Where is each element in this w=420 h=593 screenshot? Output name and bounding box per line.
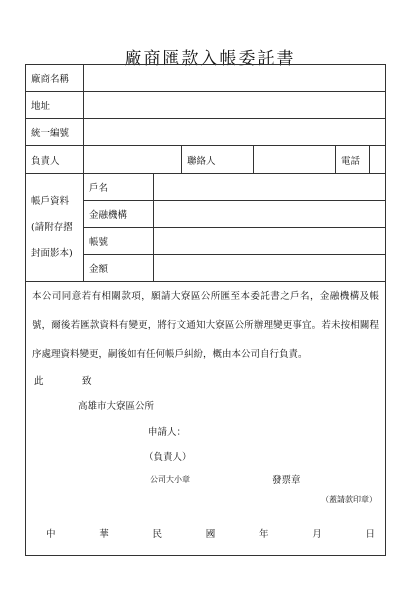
entrustment-form xyxy=(25,64,386,556)
seal-note: （蓋請款印章） xyxy=(321,495,378,504)
representative-paren: （負責人） xyxy=(144,452,192,463)
representative-label: 負責人 xyxy=(26,146,84,174)
date-zhong: 中 xyxy=(46,529,56,540)
address-field[interactable] xyxy=(84,92,386,119)
invoice-seal-label: 發票章 xyxy=(272,475,301,486)
account-label-line: (請附存摺 xyxy=(31,221,73,233)
salutation-zhi: 致 xyxy=(82,376,92,387)
tax-id-field[interactable] xyxy=(84,119,386,146)
account-number-label: 帳號 xyxy=(84,228,154,255)
company-seal-label: 公司大小章 xyxy=(150,475,190,484)
document-title: 廠商匯款入帳委託書 xyxy=(124,49,296,69)
amount-label: 金額 xyxy=(84,255,154,282)
addressee: 高雄市大寮區公所 xyxy=(78,401,155,412)
company-name-field[interactable] xyxy=(84,65,386,92)
bank-field[interactable] xyxy=(154,201,386,228)
phone-label: 電話 xyxy=(336,146,370,174)
account-number-field[interactable] xyxy=(154,228,386,255)
date-day: 日 xyxy=(365,529,376,540)
phone-field[interactable] xyxy=(370,146,386,174)
account-info-label xyxy=(26,174,84,282)
tax-id-label: 統一編號 xyxy=(26,119,84,146)
account-name-label: 戶名 xyxy=(84,174,154,201)
address-label: 地址 xyxy=(26,92,84,119)
date-month: 月 xyxy=(312,529,322,540)
date-year: 年 xyxy=(259,529,269,540)
declaration-paragraph: 本公司同意若有相關款項，願請大寮區公所匯至本委託書之戶名，金融機構及帳號，爾後若匯款資料有變更，將行文通知大寮區公所辦理變更事宜。若未按相關程序處理資料變更，嗣後如有任何帳戶糾紛，概由本公司自行負責。 xyxy=(32,291,380,360)
account-label-line: 帳戶資料 xyxy=(31,195,70,207)
contact-field[interactable] xyxy=(254,146,336,174)
account-name-field[interactable] xyxy=(154,174,386,201)
salutation-ci: 此 xyxy=(34,376,44,387)
account-label-line: 封面影本) xyxy=(31,247,73,259)
bank-label: 金融機構 xyxy=(84,201,154,228)
declaration-box xyxy=(26,282,386,556)
company-name-label: 廠商名稱 xyxy=(26,65,84,92)
applicant-label: 申請人： xyxy=(148,427,187,438)
date-min: 民 xyxy=(152,529,163,540)
contact-label: 聯絡人 xyxy=(182,146,254,174)
date-hua: 華 xyxy=(99,529,109,540)
amount-field[interactable] xyxy=(154,255,386,282)
date-guo: 國 xyxy=(205,529,216,540)
date-row xyxy=(32,526,379,540)
representative-field[interactable] xyxy=(84,146,182,174)
